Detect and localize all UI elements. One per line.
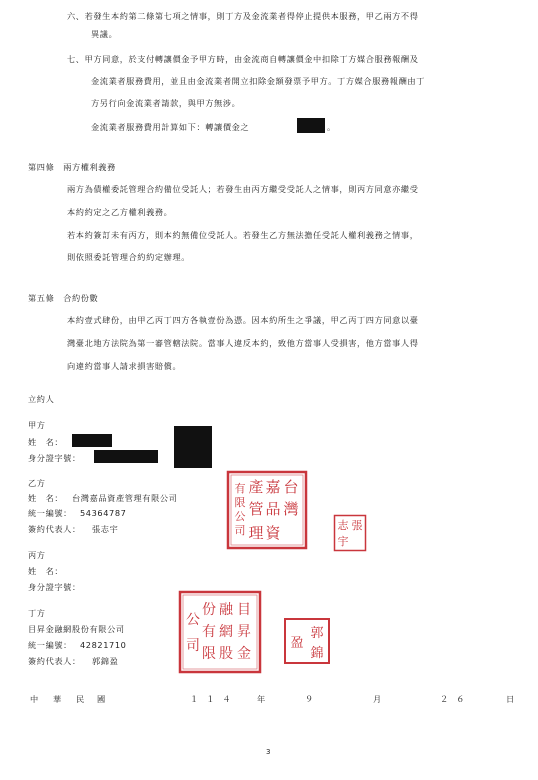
redaction-fee-rate bbox=[297, 118, 325, 133]
party-d-label: 丁方 bbox=[28, 608, 46, 618]
date-day-unit: 日 bbox=[506, 694, 515, 704]
svg-text:公: 公 bbox=[234, 510, 246, 523]
svg-text:限: 限 bbox=[234, 496, 246, 509]
svg-text:股: 股 bbox=[219, 646, 233, 662]
svg-text:盈: 盈 bbox=[290, 636, 304, 651]
party-b-tax-label: 統一編號： bbox=[28, 508, 72, 518]
svg-text:嘉: 嘉 bbox=[265, 478, 281, 496]
article-4-heading: 第四條 兩方權利義務 bbox=[28, 162, 116, 172]
party-b-company-seal bbox=[226, 470, 308, 554]
article-5-heading: 第五條 合約份數 bbox=[28, 293, 99, 303]
date-year: １１４ bbox=[190, 694, 239, 704]
svg-text:目: 目 bbox=[237, 602, 251, 618]
party-b-tax-value: 54364787 bbox=[80, 508, 127, 518]
svg-text:司: 司 bbox=[186, 638, 200, 654]
date-char-4: 國 bbox=[97, 694, 106, 704]
date-day: ２６ bbox=[440, 694, 473, 704]
party-b-rep-label: 簽約代表人： bbox=[28, 524, 81, 534]
svg-text:昇: 昇 bbox=[237, 624, 251, 640]
page-number: 3 bbox=[266, 748, 272, 756]
svg-text:張: 張 bbox=[351, 519, 363, 532]
article-4-p2-line-2: 則依照委託管理合約約定辦理。 bbox=[67, 252, 191, 262]
article-4-p1-line-2: 本約約定之乙方權利義務。 bbox=[67, 207, 173, 217]
party-d-representative-seal bbox=[283, 617, 331, 669]
party-b-name-value: 台灣嘉品資產管理有限公司 bbox=[72, 493, 178, 503]
svg-text:志: 志 bbox=[337, 519, 349, 532]
svg-text:台: 台 bbox=[283, 478, 299, 496]
date-char-2: 華 bbox=[53, 694, 62, 704]
party-d-tax-value: 42821710 bbox=[80, 640, 127, 650]
article-5-line-1: 本約壹式肆份，由甲乙丙丁四方各執壹份為憑。因本約所生之爭議，甲乙丙丁四方同意以臺 bbox=[67, 315, 419, 325]
party-d-company-seal bbox=[178, 590, 262, 678]
svg-text:錦: 錦 bbox=[310, 646, 324, 661]
svg-text:產: 產 bbox=[248, 478, 264, 496]
svg-text:網: 網 bbox=[219, 624, 233, 640]
party-d-rep-value: 郭錦盈 bbox=[92, 656, 119, 666]
svg-text:公: 公 bbox=[186, 612, 200, 628]
clause-7-line-3: 方另行向金流業者請款，與甲方無涉。 bbox=[91, 98, 241, 108]
party-c-id-label: 身分證字號： bbox=[28, 582, 81, 592]
svg-text:管: 管 bbox=[248, 500, 264, 518]
party-d-rep-label: 簽約代表人： bbox=[28, 656, 81, 666]
svg-text:有: 有 bbox=[202, 624, 216, 640]
article-5-line-3: 向違約當事人請求損害賠償。 bbox=[67, 361, 182, 371]
date-char-3: 民 bbox=[76, 694, 85, 704]
party-b-label: 乙方 bbox=[28, 478, 46, 488]
svg-text:宇: 宇 bbox=[337, 535, 349, 548]
party-a-label: 甲方 bbox=[28, 420, 46, 430]
party-b-name-label: 姓 名： bbox=[28, 493, 64, 503]
redaction-party-a-name bbox=[72, 434, 112, 447]
svg-text:金: 金 bbox=[237, 646, 251, 662]
svg-text:有: 有 bbox=[234, 482, 246, 495]
party-b-representative-seal bbox=[333, 514, 367, 556]
redaction-party-a-id bbox=[94, 450, 158, 463]
svg-text:郭: 郭 bbox=[310, 626, 324, 641]
party-a-id-label: 身分證字號： bbox=[28, 453, 81, 463]
svg-text:理: 理 bbox=[248, 524, 264, 542]
party-a-name-label: 姓 名： bbox=[28, 437, 64, 447]
party-c-name-label: 姓 名： bbox=[28, 566, 64, 576]
clause-7-line-1: 七、甲方同意，於支付轉讓價金予甲方時，由金流商自轉讓價金中扣除丁方媒合服務報酬及 bbox=[67, 54, 419, 64]
date-char-1: 中 bbox=[30, 694, 39, 704]
date-month-unit: 月 bbox=[373, 694, 382, 704]
clause-6-line-2: 異議。 bbox=[91, 29, 118, 39]
clause-6-line-1: 六、若發生本約第二條第七項之情事，則丁方及金流業者得停止提供本服務，甲乙兩方不得 bbox=[67, 11, 419, 21]
article-4-p1-line-1: 兩方為債權委託管理合約備位受託人；若發生由丙方繼受受託人之情事，則丙方同意亦繼受 bbox=[67, 184, 419, 194]
party-c-label: 丙方 bbox=[28, 550, 46, 560]
svg-text:融: 融 bbox=[219, 602, 233, 618]
clause-7-line-2: 金流業者服務費用，並且由金流業者開立扣除金額發票予甲方。丁方媒合服務報酬由丁 bbox=[91, 76, 425, 86]
date-month: ９ bbox=[305, 694, 314, 704]
svg-text:灣: 灣 bbox=[283, 500, 299, 518]
article-5-line-2: 灣臺北地方法院為第一審管轄法院。當事人違反本約，致他方當事人受損害，他方當事人得 bbox=[67, 338, 419, 348]
svg-text:資: 資 bbox=[265, 524, 281, 542]
party-b-rep-value: 張志宇 bbox=[92, 524, 119, 534]
party-d-tax-label: 統一編號： bbox=[28, 640, 72, 650]
party-d-name-value: 目昇金融網股份有限公司 bbox=[28, 624, 125, 634]
redaction-party-a-seal bbox=[174, 426, 212, 468]
svg-text:品: 品 bbox=[265, 500, 281, 518]
svg-text:限: 限 bbox=[202, 646, 216, 662]
fee-calculation-line: 金流業者服務費用計算如下：轉讓價金之 bbox=[91, 122, 250, 132]
date-year-unit: 年 bbox=[257, 694, 266, 704]
article-4-p2-line-1: 若本約簽訂未有丙方，則本約無備位受託人。若發生乙方無法擔任受託人權利義務之情事， bbox=[67, 230, 419, 240]
svg-text:司: 司 bbox=[234, 524, 246, 537]
fee-line-end: 。 bbox=[327, 122, 336, 132]
svg-text:份: 份 bbox=[202, 602, 216, 618]
signatories-title: 立約人 bbox=[28, 394, 55, 404]
